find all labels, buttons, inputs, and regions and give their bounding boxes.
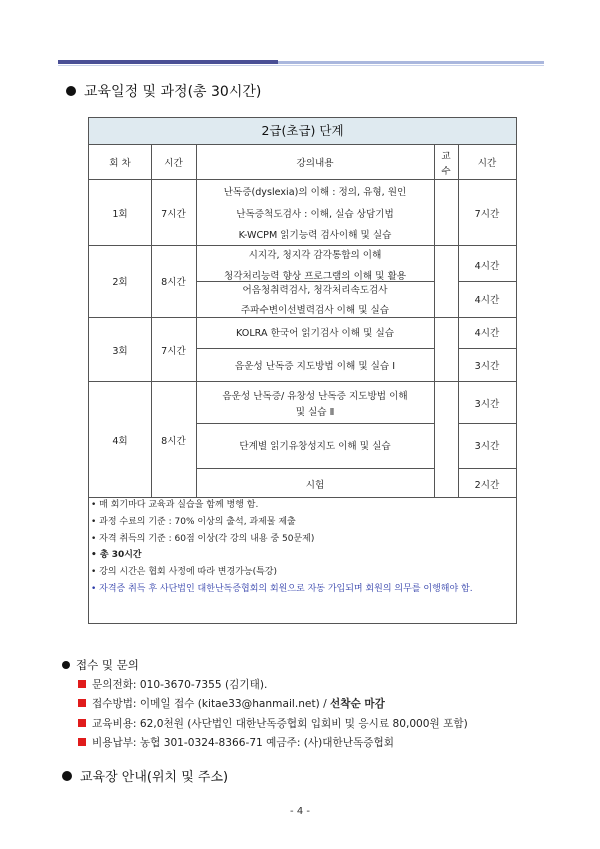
lecture-line: 시험 (305, 480, 325, 491)
header-professor: 교 수 (441, 151, 451, 177)
bullet-circle-icon (62, 661, 70, 669)
lecture-hours: 3시간 (474, 399, 500, 410)
lecture-hours: 4시간 (474, 295, 500, 306)
round-label: 4회 (112, 436, 128, 447)
lecture-line: 주파수변이선별력검사 이해 및 실습 (240, 305, 390, 316)
round-label: 1회 (112, 209, 128, 220)
lecture-line: 음운성 난독증/ 유창성 난독증 지도방법 이해 (222, 391, 408, 402)
bullet-circle-icon (62, 771, 72, 781)
red-square-bullet-icon (78, 719, 86, 727)
lecture-hours: 7시간 (474, 209, 500, 220)
lecture-hours: 3시간 (474, 361, 500, 372)
contact-list (78, 676, 468, 753)
section-title: 교육일정 및 과정(총 30시간) (84, 84, 262, 100)
red-square-bullet-icon (78, 680, 86, 688)
lecture-line: 음운성 난독증 지도방법 이해 및 실습 Ⅰ (234, 361, 396, 372)
note-item: • 총 30시간 (91, 550, 142, 561)
contact-item: 비용납부: 농협 301-0324-8366-71 예금주: (사)대한난독증협회 (78, 734, 468, 753)
header-hours: 시간 (477, 158, 497, 169)
section-title: 접수 및 문의 (76, 658, 139, 672)
lecture-line: 시지각, 청지각 감각통합의 이해 (248, 250, 382, 261)
header-time: 시간 (164, 158, 183, 169)
section-heading-location (62, 766, 228, 785)
lecture-line: 난독증척도검사 : 이해, 실습 상담기법 (236, 209, 394, 220)
note-item: • 강의 시간은 협회 사정에 따라 변경가능(특강) (91, 567, 277, 578)
lecture-line: 어음청취력검사, 청각처리속도검사 (242, 285, 388, 296)
red-square-bullet-icon (78, 738, 86, 746)
deadline-note: 선착순 마감 (330, 698, 385, 711)
page-number: - 4 - (290, 806, 310, 817)
round-time: 7시간 (161, 346, 186, 357)
round-time: 8시간 (161, 436, 186, 447)
section-heading-schedule (66, 81, 261, 101)
contact-item: 문의전화: 010-3670-7355 (김기태). (78, 676, 468, 695)
lecture-hours: 2시간 (474, 480, 500, 491)
lecture-line: K-WCPM 읽기능력 검사이해 및 실습 (238, 230, 392, 241)
round-time: 8시간 (161, 277, 186, 288)
section-title: 교육장 안내(위치 및 주소) (80, 770, 229, 785)
note-item: • 자격 취득의 기준 : 60점 이상(각 강의 내용 중 50문제) (91, 533, 315, 544)
course-notes (91, 497, 515, 598)
lecture-hours: 4시간 (474, 328, 500, 339)
red-square-bullet-icon (78, 699, 86, 707)
table-caption: 2급(초급) 단계 (89, 118, 516, 145)
header-rule (58, 60, 544, 66)
lecture-hours: 4시간 (474, 261, 500, 272)
section-heading-contact (62, 657, 139, 673)
round-time: 7시간 (161, 209, 186, 220)
lecture-line: 청각처리능력 향상 프로그램의 이해 및 활용 (223, 271, 407, 282)
contact-item: 교육비용: 62,0천원 (사단법인 대한난독증협회 입회비 및 응시료 80,000원 포함) (78, 715, 468, 734)
header-round: 회 차 (109, 158, 131, 169)
contact-item: 접수방법: 이메일 접수 (kitae33@hanmail.net) / 선착순 마감 (78, 695, 468, 714)
round-label: 2회 (112, 277, 128, 288)
bullet-circle-icon (66, 86, 76, 96)
lecture-line: 및 실습 Ⅱ (295, 407, 335, 418)
lecture-line: KOLRA 한국어 읽기검사 이해 및 실습 (236, 328, 394, 339)
note-item: • 과정 수료의 기준 : 70% 이상의 출석, 과제물 제출 (91, 516, 296, 527)
header-content: 강의내용 (296, 158, 334, 169)
round-label: 3회 (112, 346, 128, 357)
lecture-hours: 3시간 (474, 441, 500, 452)
note-item-membership: • 자격증 취득 후 사단법인 대한난독증협회의 회원으로 자동 가입되며 회원의 의무를 이행해야 함. (91, 583, 473, 594)
lecture-line: 난독증(dyslexia)의 이해 : 정의, 유형, 원인 (223, 187, 407, 198)
note-item: • 매 회기마다 교육과 실습을 함께 병행 함. (91, 500, 259, 510)
lecture-line: 단계별 읽기유창성지도 이해 및 실습 (239, 441, 391, 452)
